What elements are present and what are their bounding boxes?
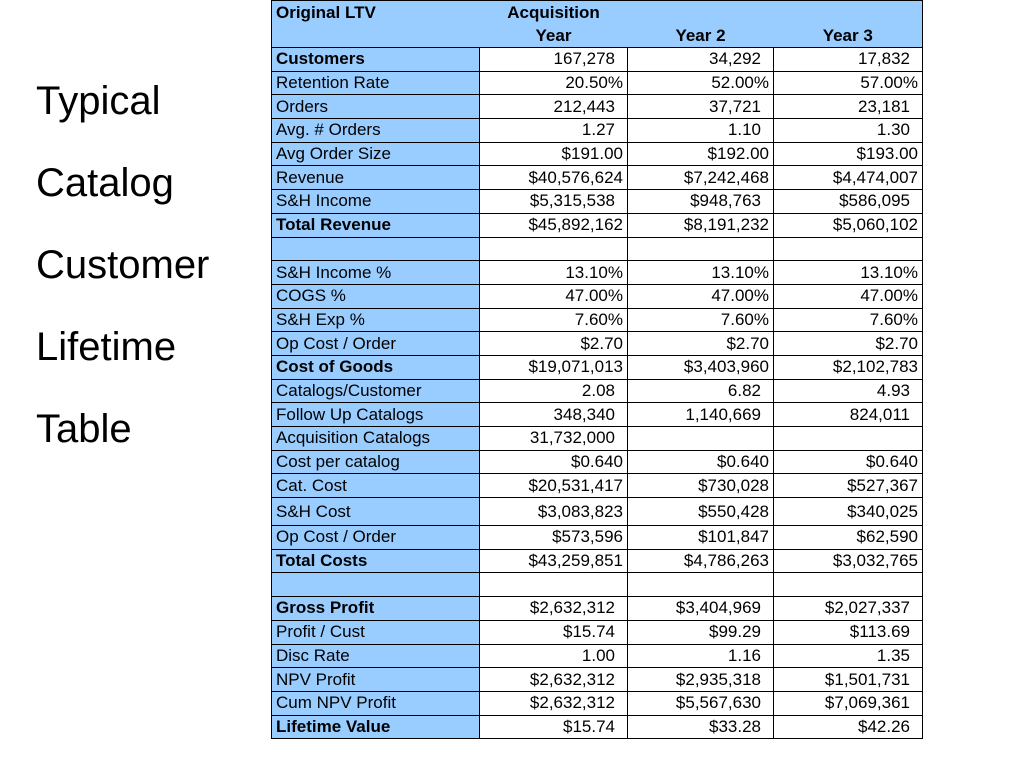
table-row xyxy=(272,284,923,308)
row-value-col2 xyxy=(628,237,774,261)
row-label: S&H Income % xyxy=(272,261,480,285)
row-value-col3: 23,181 xyxy=(774,95,923,119)
row-value-col3: $1,501,731 xyxy=(774,668,923,692)
row-value-col2 xyxy=(628,427,774,451)
row-value-col3: $0.640 xyxy=(774,450,923,474)
row-value-col1: 7.60% xyxy=(480,308,628,332)
table-row xyxy=(272,308,923,332)
row-label: Op Cost / Order xyxy=(272,526,480,550)
table-header-row xyxy=(272,1,923,48)
row-value-col3: $527,367 xyxy=(774,474,923,498)
row-label xyxy=(272,573,480,597)
row-value-col2: $2,935,318 xyxy=(628,668,774,692)
row-label: Avg Order Size xyxy=(272,142,480,166)
row-value-col1: 167,278 xyxy=(480,48,628,72)
row-label: S&H Income xyxy=(272,190,480,214)
row-value-col2: 6.82 xyxy=(628,379,774,403)
row-label: Cost per catalog xyxy=(272,450,480,474)
table-row xyxy=(272,597,923,621)
row-value-col3: $2,102,783 xyxy=(774,355,923,379)
row-value-col1: $3,083,823 xyxy=(480,498,628,526)
table-row xyxy=(272,261,923,285)
row-label: Acquisition Catalogs xyxy=(272,427,480,451)
row-value-col1: $43,259,851 xyxy=(480,549,628,573)
row-value-col1: 2.08 xyxy=(480,379,628,403)
row-value-col2: $3,404,969 xyxy=(628,597,774,621)
row-value-col2 xyxy=(628,573,774,597)
header-year-2: Year 2 xyxy=(628,1,774,48)
row-value-col3: $4,474,007 xyxy=(774,166,923,190)
row-value-col2: $730,028 xyxy=(628,474,774,498)
row-label: Revenue xyxy=(272,166,480,190)
row-value-col3: $2,027,337 xyxy=(774,597,923,621)
ltv-table-body xyxy=(272,1,923,739)
row-value-col2: $101,847 xyxy=(628,526,774,550)
slide-title-line: Lifetime xyxy=(36,325,177,369)
table-row xyxy=(272,644,923,668)
table-row xyxy=(272,668,923,692)
row-value-col3: $42.26 xyxy=(774,715,923,739)
header-year-3: Year 3 xyxy=(774,1,923,48)
row-value-col2: $7,242,468 xyxy=(628,166,774,190)
row-value-col1: $0.640 xyxy=(480,450,628,474)
row-value-col1: $45,892,162 xyxy=(480,213,628,237)
row-value-col2: $5,567,630 xyxy=(628,691,774,715)
row-value-col2: $550,428 xyxy=(628,498,774,526)
table-row xyxy=(272,573,923,597)
row-label: Cum NPV Profit xyxy=(272,691,480,715)
table-row xyxy=(272,526,923,550)
slide-title-line: Customer xyxy=(36,243,210,287)
row-label: Lifetime Value xyxy=(272,715,480,739)
row-value-col2: 7.60% xyxy=(628,308,774,332)
row-value-col1: $15.74 xyxy=(480,715,628,739)
row-value-col3: $3,032,765 xyxy=(774,549,923,573)
table-row xyxy=(272,237,923,261)
row-value-col1: $20,531,417 xyxy=(480,474,628,498)
row-value-col1: 348,340 xyxy=(480,403,628,427)
table-row xyxy=(272,427,923,451)
table-row xyxy=(272,213,923,237)
table-row xyxy=(272,474,923,498)
row-value-col1: $5,315,538 xyxy=(480,190,628,214)
table-row xyxy=(272,355,923,379)
header-acquisition-line2: Year xyxy=(535,26,572,45)
row-value-col1: $19,071,013 xyxy=(480,355,628,379)
row-value-col2: $33.28 xyxy=(628,715,774,739)
row-value-col1: 20.50% xyxy=(480,71,628,95)
row-value-col1: $2.70 xyxy=(480,332,628,356)
row-label: Cost of Goods xyxy=(272,355,480,379)
row-label: Total Revenue xyxy=(272,213,480,237)
table-row xyxy=(272,549,923,573)
row-label: Profit / Cust xyxy=(272,620,480,644)
row-value-col3: $113.69 xyxy=(774,620,923,644)
row-label: Retention Rate xyxy=(272,71,480,95)
row-value-col3: 47.00% xyxy=(774,284,923,308)
row-value-col1: $40,576,624 xyxy=(480,166,628,190)
row-value-col3: 57.00% xyxy=(774,71,923,95)
row-value-col2: $8,191,232 xyxy=(628,213,774,237)
row-value-col1: 47.00% xyxy=(480,284,628,308)
row-value-col1 xyxy=(480,237,628,261)
row-value-col1: $15.74 xyxy=(480,620,628,644)
row-value-col2: $2.70 xyxy=(628,332,774,356)
row-value-col3: $2.70 xyxy=(774,332,923,356)
table-row xyxy=(272,142,923,166)
row-value-col2: $948,763 xyxy=(628,190,774,214)
slide-title-line: Typical xyxy=(36,79,161,123)
row-value-col2: $4,786,263 xyxy=(628,549,774,573)
table-row xyxy=(272,95,923,119)
row-value-col2: 1.10 xyxy=(628,119,774,143)
table-row xyxy=(272,620,923,644)
row-value-col2: 13.10% xyxy=(628,261,774,285)
row-value-col1: $191.00 xyxy=(480,142,628,166)
table-row xyxy=(272,450,923,474)
slide-title-line: Catalog xyxy=(36,161,174,205)
table-row xyxy=(272,119,923,143)
row-value-col1: $2,632,312 xyxy=(480,668,628,692)
row-value-col1: 1.00 xyxy=(480,644,628,668)
row-label: Avg. # Orders xyxy=(272,119,480,143)
row-label: Disc Rate xyxy=(272,644,480,668)
row-value-col3 xyxy=(774,573,923,597)
row-value-col3: 13.10% xyxy=(774,261,923,285)
row-label: Follow Up Catalogs xyxy=(272,403,480,427)
row-value-col1: $2,632,312 xyxy=(480,691,628,715)
row-value-col2: $3,403,960 xyxy=(628,355,774,379)
row-label: Catalogs/Customer xyxy=(272,379,480,403)
row-value-col3: $340,025 xyxy=(774,498,923,526)
table-row xyxy=(272,332,923,356)
row-label: Cat. Cost xyxy=(272,474,480,498)
table-row xyxy=(272,48,923,72)
header-acquisition-year xyxy=(480,1,628,48)
row-value-col2: $99.29 xyxy=(628,620,774,644)
row-value-col3 xyxy=(774,237,923,261)
header-label: Original LTV xyxy=(272,1,480,48)
row-label: COGS % xyxy=(272,284,480,308)
row-value-col3: $5,060,102 xyxy=(774,213,923,237)
row-value-col3: $193.00 xyxy=(774,142,923,166)
row-value-col3: 17,832 xyxy=(774,48,923,72)
row-value-col2: $192.00 xyxy=(628,142,774,166)
row-value-col2: 47.00% xyxy=(628,284,774,308)
row-label: NPV Profit xyxy=(272,668,480,692)
row-value-col3: 824,011 xyxy=(774,403,923,427)
row-value-col1: $573,596 xyxy=(480,526,628,550)
table-row xyxy=(272,379,923,403)
row-value-col2: $0.640 xyxy=(628,450,774,474)
row-label: Gross Profit xyxy=(272,597,480,621)
slide-title xyxy=(36,60,266,470)
row-label: Orders xyxy=(272,95,480,119)
row-value-col1: 1.27 xyxy=(480,119,628,143)
table-row xyxy=(272,166,923,190)
table-row xyxy=(272,498,923,526)
table-row xyxy=(272,190,923,214)
row-value-col3: $62,590 xyxy=(774,526,923,550)
row-value-col2: 1,140,669 xyxy=(628,403,774,427)
header-acquisition-line1: Acquisition xyxy=(507,3,600,22)
table-row xyxy=(272,715,923,739)
table-row xyxy=(272,691,923,715)
ltv-table xyxy=(271,0,923,739)
row-value-col1: 13.10% xyxy=(480,261,628,285)
row-value-col3: 1.30 xyxy=(774,119,923,143)
row-value-col2: 52.00% xyxy=(628,71,774,95)
row-value-col3: 7.60% xyxy=(774,308,923,332)
row-label: Total Costs xyxy=(272,549,480,573)
row-value-col3 xyxy=(774,427,923,451)
row-label xyxy=(272,237,480,261)
row-value-col3: 4.93 xyxy=(774,379,923,403)
row-value-col1: $2,632,312 xyxy=(480,597,628,621)
row-value-col1 xyxy=(480,573,628,597)
row-label: S&H Exp % xyxy=(272,308,480,332)
row-value-col3: $7,069,361 xyxy=(774,691,923,715)
row-value-col3: $586,095 xyxy=(774,190,923,214)
table-row xyxy=(272,71,923,95)
row-label: S&H Cost xyxy=(272,498,480,526)
row-label: Customers xyxy=(272,48,480,72)
row-value-col1: 31,732,000 xyxy=(480,427,628,451)
row-value-col3: 1.35 xyxy=(774,644,923,668)
slide-title-line: Table xyxy=(36,407,132,451)
table-row xyxy=(272,403,923,427)
row-value-col2: 37,721 xyxy=(628,95,774,119)
row-value-col2: 1.16 xyxy=(628,644,774,668)
row-value-col1: 212,443 xyxy=(480,95,628,119)
row-value-col2: 34,292 xyxy=(628,48,774,72)
row-label: Op Cost / Order xyxy=(272,332,480,356)
